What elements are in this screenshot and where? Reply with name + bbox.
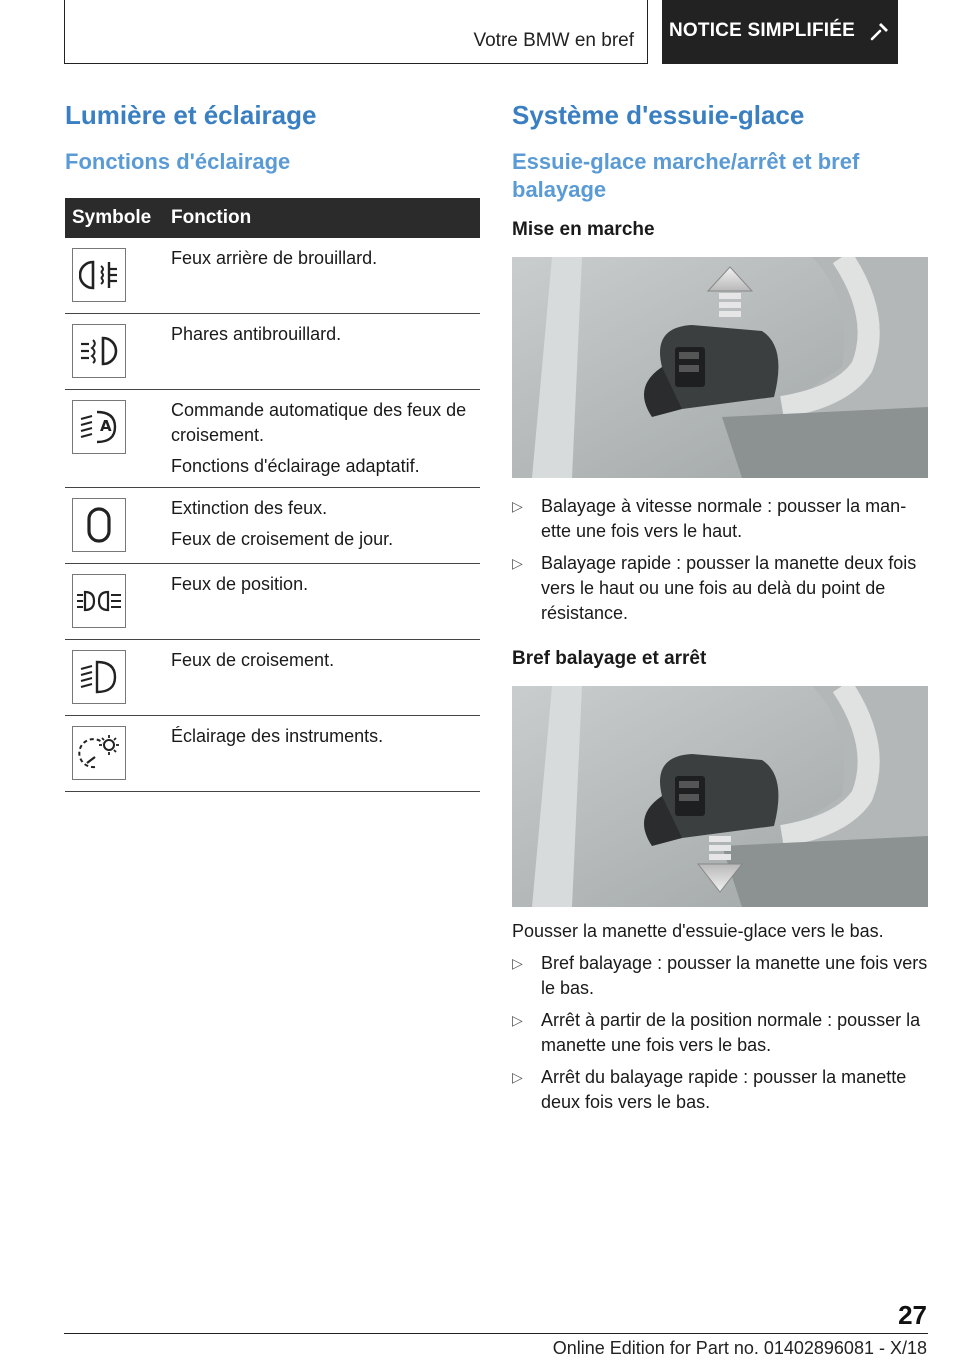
table-header-row (65, 198, 480, 238)
brief-wipe-list (512, 951, 928, 1115)
table-row (65, 563, 480, 639)
low-beam-icon (72, 650, 126, 704)
list-item: ▷ Balayage à vitesse normale : pousser la man-ette une fois vers le haut. (512, 496, 907, 542)
header-section-title: Votre BMW en bref (473, 30, 634, 51)
footer-divider (64, 1333, 928, 1334)
wiper-column (512, 100, 928, 1122)
wiper-subtitle: Essuie-glace marche/arrêt et bref balayage (512, 149, 860, 202)
function-text: Fonctions d'éclairage adaptatif. (171, 455, 420, 476)
table-row (65, 487, 480, 563)
table-row (65, 715, 480, 791)
wiper-stalk-down-image (512, 686, 928, 907)
auto-headlight-icon (72, 400, 126, 454)
brief-wipe-heading: Bref balayage et arrêt (512, 648, 707, 670)
header-tab (662, 0, 898, 64)
list-item: ▷ Arrêt à partir de la position normale : pousser la manette une fois vers le bas. (512, 1010, 921, 1056)
function-text: Feux de position. (171, 573, 309, 594)
lighting-subtitle: Fonctions d'éclairage (65, 149, 291, 175)
table-header-function: Fonction (171, 198, 480, 238)
wrench-icon (869, 20, 891, 42)
lights-off-icon (72, 498, 126, 552)
function-text: Feux de croisement de jour. (171, 528, 394, 549)
table-row (65, 238, 480, 314)
lighting-title: Lumière et éclairage (65, 100, 317, 130)
svg-text:A: A (100, 416, 112, 435)
table-row (65, 313, 480, 389)
parking-light-icon (72, 574, 126, 628)
table-row (65, 639, 480, 715)
lighting-column (65, 100, 480, 792)
function-text: Feux arrière de brouillard. (171, 247, 378, 268)
header-tab-label: NOTICE SIMPLIFIÉE (668, 20, 856, 41)
table-header-symbol: Symbole (65, 198, 171, 238)
list-item: ▷ Arrêt du balayage rapide : pousser la manette deux fois vers le bas. (512, 1067, 907, 1113)
function-text: Extinction des feux. (171, 497, 328, 518)
lighting-table (65, 198, 480, 792)
brief-wipe-intro: Pousser la manette d'essuie-glace vers le bas. (512, 921, 884, 942)
triangle-bullet-icon: ▷ (512, 955, 523, 972)
function-text: Commande automatique des feux de croisement. (171, 399, 467, 445)
function-text: Feux de croisement. (171, 649, 335, 670)
triangle-bullet-icon: ▷ (512, 1069, 523, 1086)
wiper-title: Système d'essuie-glace (512, 100, 805, 130)
function-text: Éclairage des instruments. (171, 725, 384, 746)
footer-edition: Online Edition for Part no. 01402896081 - X/18 (552, 1338, 927, 1358)
page-number: 27 (898, 1300, 927, 1330)
triangle-bullet-icon: ▷ (512, 1012, 523, 1029)
rear-fog-light-icon (72, 248, 126, 302)
list-item: ▷ Balayage rapide : pousser la manette deux fois vers le haut ou une fois au delà du point de résistance. (512, 553, 917, 624)
front-fog-light-icon (72, 324, 126, 378)
instrument-lighting-icon (72, 726, 126, 780)
triangle-bullet-icon: ▷ (512, 498, 523, 515)
wiper-stalk-up-image (512, 257, 928, 478)
switch-on-heading: Mise en marche (512, 219, 655, 241)
switch-on-list (512, 494, 928, 626)
table-row (65, 389, 480, 487)
triangle-bullet-icon: ▷ (512, 555, 523, 572)
function-text: Phares antibrouillard. (171, 323, 342, 344)
list-item: ▷ Bref balayage : pousser la manette une fois vers le bas. (512, 953, 928, 999)
